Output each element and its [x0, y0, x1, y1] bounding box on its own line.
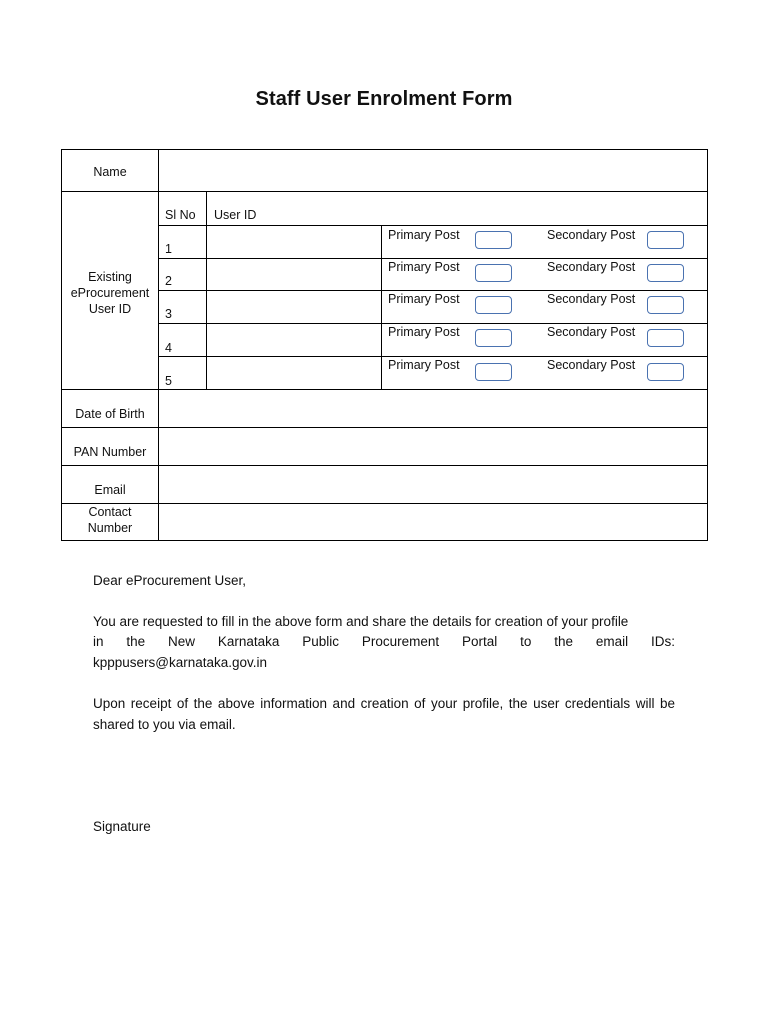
- pan-label: PAN Number: [73, 445, 147, 459]
- primary-post-label: Primary Post: [388, 260, 460, 274]
- contact-label: Contact Number: [87, 505, 133, 535]
- sl-no-value: 2: [165, 274, 172, 288]
- user-id-input[interactable]: [207, 259, 381, 290]
- primary-post-label: Primary Post: [388, 228, 460, 242]
- secondary-post-checkbox[interactable]: [647, 264, 684, 282]
- sl-no-value: 4: [165, 341, 172, 355]
- primary-post-checkbox[interactable]: [475, 363, 512, 381]
- secondary-post-label: Secondary Post: [547, 228, 636, 242]
- user-id-input[interactable]: [207, 357, 381, 389]
- existing-userid-label: Existing eProcurement User ID: [70, 270, 150, 316]
- sl-no-value: 1: [165, 242, 172, 256]
- secondary-post-checkbox[interactable]: [647, 231, 684, 249]
- pan-input[interactable]: [159, 428, 707, 465]
- user-id-header: User ID: [214, 208, 257, 222]
- post-column-divider: [381, 225, 382, 389]
- primary-post-label: Primary Post: [388, 358, 460, 372]
- secondary-post-label: Secondary Post: [547, 325, 636, 339]
- name-input[interactable]: [159, 150, 707, 191]
- letter-paragraph-2: Upon receipt of the above information and creation of your profile, the user credentials will be shared to you via email.: [93, 696, 675, 732]
- secondary-post-checkbox[interactable]: [647, 329, 684, 347]
- enrolment-form-table: [61, 149, 708, 541]
- name-label: Name: [93, 165, 127, 179]
- email-label: Email: [94, 483, 126, 497]
- secondary-post-checkbox[interactable]: [647, 363, 684, 381]
- primary-post-checkbox[interactable]: [475, 329, 512, 347]
- secondary-post-checkbox[interactable]: [647, 296, 684, 314]
- dob-label: Date of Birth: [75, 407, 145, 421]
- sl-no-value: 3: [165, 307, 172, 321]
- dob-input[interactable]: [159, 390, 707, 427]
- primary-post-label: Primary Post: [388, 325, 460, 339]
- email-input[interactable]: [159, 466, 707, 503]
- user-id-input[interactable]: [207, 291, 381, 323]
- primary-post-checkbox[interactable]: [475, 296, 512, 314]
- row-divider-name: [62, 191, 707, 192]
- letter-greeting: Dear eProcurement User,: [93, 573, 247, 588]
- contact-input[interactable]: [159, 504, 707, 540]
- sl-no-header: Sl No: [165, 208, 196, 222]
- primary-post-label: Primary Post: [388, 292, 460, 306]
- secondary-post-label: Secondary Post: [547, 358, 636, 372]
- user-id-input[interactable]: [207, 226, 381, 258]
- secondary-post-label: Secondary Post: [547, 260, 636, 274]
- user-id-input[interactable]: [207, 324, 381, 356]
- primary-post-checkbox[interactable]: [475, 264, 512, 282]
- letter-email-address: kpppusers@karnataka.gov.in: [93, 655, 268, 670]
- letter-paragraph-1-line-1: You are requested to fill in the above form and share the details for creation of your profile: [93, 614, 629, 629]
- sl-no-value: 5: [165, 374, 172, 388]
- letter-paragraph-1-line-2: in the New Karnataka Public Procurement Portal to the email IDs:: [93, 634, 675, 649]
- signature-label: Signature: [93, 819, 151, 834]
- primary-post-checkbox[interactable]: [475, 231, 512, 249]
- secondary-post-label: Secondary Post: [547, 292, 636, 306]
- page-title: Staff User Enrolment Form: [255, 88, 513, 110]
